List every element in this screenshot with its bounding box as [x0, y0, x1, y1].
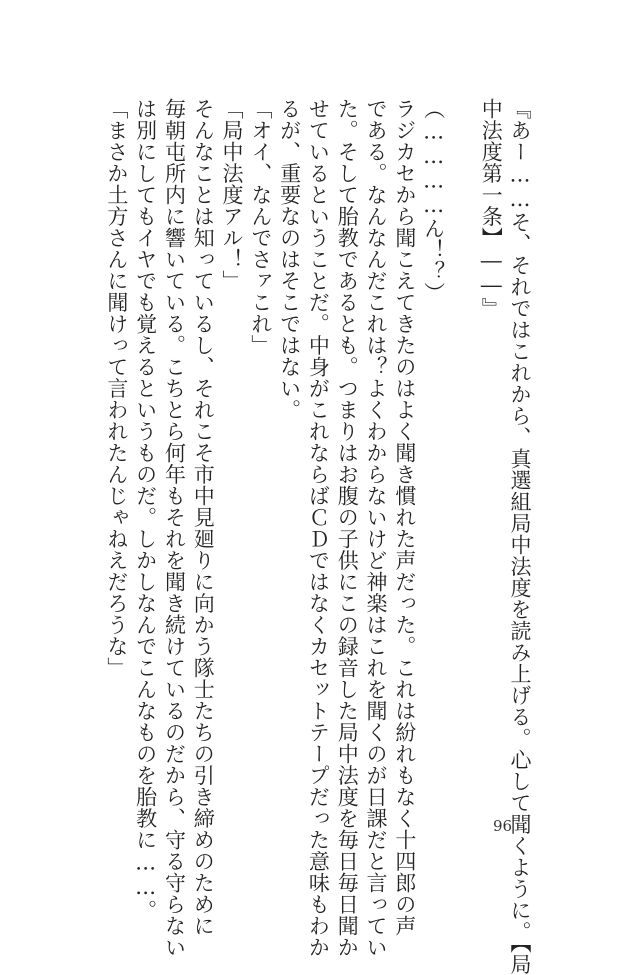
page-number: 96 [493, 817, 513, 835]
text-line: 「局中法度アル！」 [220, 98, 245, 292]
text-line: た。そして胎教であるとも。つまりはお腹の子供にこの録音した局中法度を毎日毎日聞か [335, 98, 360, 958]
text-line: せているということだ。中身がこれならばＣＤではなくカセットテープだった意味もわか [306, 98, 331, 958]
text-line: 『あー……そ、それではこれから、真選組局中法度を読み上げる。心して聞くように。【局 [508, 98, 532, 975]
text-line: である。なんなんだこれは？よくわからないけど神楽はこれを聞くのが日課だと言ってい [364, 98, 389, 958]
text-line: 毎朝屯所内に響いている。こちとら何年もそれを聞き続けているのだから、守る守らない [162, 98, 187, 958]
text-line: るが、重要なのはそこではない。 [277, 98, 302, 421]
text-line: ラジカセから聞こえてきたのはよく聞き慣れた声だった。これは紛れもなく十四郎の声 [392, 98, 417, 937]
text-line: 「オイ、なんでさァこれ」 [248, 98, 273, 356]
text-line: 中法度第一条】――』 [479, 98, 504, 319]
text-line: 「まさか土方さんに聞けって言われたんじゃねえだろうな」 [104, 98, 129, 679]
text-line: （…………ん！？） [421, 98, 446, 304]
text-line: は別にしてもイヤでも覚えるというものだ。しかしなんでこんなものを胎教に……。 [133, 98, 158, 921]
text-line-blank [448, 98, 477, 814]
text-line: そんなことは知っているし、それこそ市中見廻りに向かう隊士たちの引き締めのために [191, 98, 216, 937]
